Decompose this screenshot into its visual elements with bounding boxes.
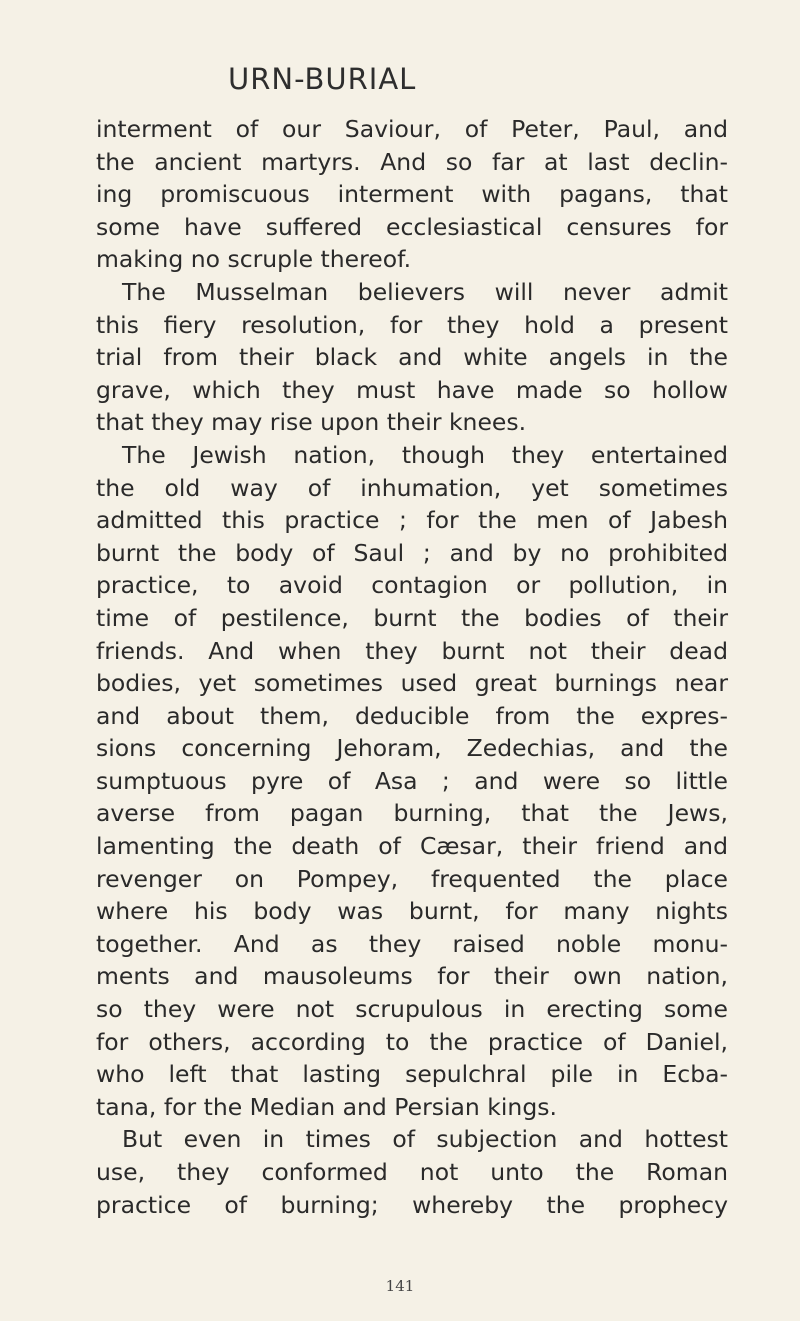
text-line: averse from pagan burning, that the Jews, xyxy=(96,799,728,828)
text-line: But even in times of subjection and hottest xyxy=(122,1125,728,1154)
text-line: tana, for the Median and Persian kings. xyxy=(96,1092,557,1121)
text-line: ing promiscuous interment with pagans, that xyxy=(96,180,728,209)
text-line: The Musselman believers will never admit xyxy=(122,277,728,306)
text-line: sumptuous pyre of Asa ; and were so little xyxy=(96,766,728,795)
text-line: that they may rise upon their knees. xyxy=(96,408,527,437)
text-line: The Jewish nation, though they entertained xyxy=(122,440,728,469)
text-line: so they were not scrupulous in erecting some xyxy=(96,995,728,1024)
text-line: making no scruple thereof. xyxy=(96,245,412,274)
text-line: practice, to avoid contagion or pollution, in xyxy=(96,571,728,600)
text-line: use, they conformed not unto the Roman xyxy=(96,1158,728,1186)
text-line: revenger on Pompey, frequented the place xyxy=(96,864,728,893)
text-line: where his body was burnt, for many nights xyxy=(96,897,728,926)
text-line: some have suffered ecclesiastical censures for xyxy=(96,212,728,241)
text-line: the old way of inhumation, yet sometimes xyxy=(96,473,728,502)
text-line: bodies, yet sometimes used great burnings near xyxy=(96,669,728,698)
text-line: trial from their black and white angels in the xyxy=(96,343,728,372)
text-line: the ancient martyrs. And so far at last declin- xyxy=(96,147,728,176)
body-text xyxy=(96,113,728,1221)
page-number: 141 xyxy=(385,1277,415,1295)
text-line: this fiery resolution, for they hold a present xyxy=(96,310,728,339)
text-line: practice of burning; whereby the prophecy xyxy=(96,1190,728,1219)
text-line: time of pestilence, burnt the bodies of their xyxy=(96,603,728,632)
text-line: admitted this practice ; for the men of Jabesh xyxy=(96,506,728,535)
text-line: for others, according to the practice of Daniel, xyxy=(96,1027,728,1056)
text-line: lamenting the death of Cæsar, their friend and xyxy=(96,832,728,861)
text-line: who left that lasting sepulchral pile in Ecba- xyxy=(96,1060,728,1089)
text-line: sions concerning Jehoram, Zedechias, and the xyxy=(96,734,728,763)
text-line: friends. And when they burnt not their dead xyxy=(96,636,728,665)
text-line: ments and mausoleums for their own nation, xyxy=(96,962,728,991)
text-line: and about them, deducible from the expres- xyxy=(96,701,728,730)
text-line: together. And as they raised noble monu- xyxy=(96,929,728,958)
text-line: interment of our Saviour, of Peter, Paul, and xyxy=(96,115,728,143)
text-line: grave, which they must have made so hollow xyxy=(96,375,728,404)
running-head: URN-BURIAL xyxy=(228,62,417,96)
text-line: burnt the body of Saul ; and by no prohibited xyxy=(96,538,728,567)
